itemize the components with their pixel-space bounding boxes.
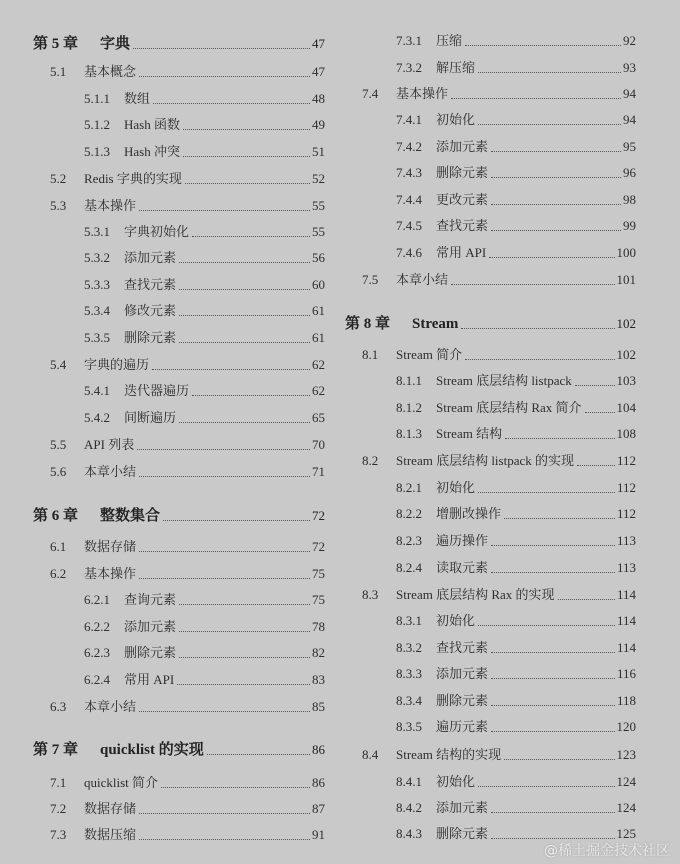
entry-number: 5.3.3 [84,277,110,292]
dot-leader [161,787,310,788]
entry-title: 整数集合 [100,508,161,524]
toc-entry-sub[interactable] [396,478,636,498]
toc-entry-sub[interactable] [84,670,325,690]
toc-entry-sub[interactable] [84,222,325,242]
entry-number: 5.3.4 [84,303,110,318]
dot-leader [585,412,615,413]
dot-leader [491,177,621,178]
entry-page: 116 [616,666,636,681]
toc-entry-sub[interactable] [396,558,636,578]
dot-leader [491,838,614,839]
dot-leader [179,422,310,423]
entry-page: 98 [623,192,636,207]
entry-page: 94 [623,112,636,127]
entry-page: 114 [616,640,636,655]
entry-title: 压缩 [436,33,463,48]
entry-page: 78 [312,619,325,634]
entry-title: 本章小结 [84,464,137,479]
dot-leader [192,236,310,237]
dot-leader [451,284,614,285]
entry-number: 6.2 [50,566,67,581]
entry-number: 7.4.3 [396,165,422,180]
entry-title: 添加元素 [124,619,177,634]
entry-number: 7.4.1 [396,112,422,127]
entry-page: 91 [312,827,325,842]
entry-number: 5.4.2 [84,410,110,425]
entry-title: 间断遍历 [124,410,177,425]
entry-title: 字典初始化 [124,224,190,239]
toc-entry-section[interactable] [50,355,325,375]
entry-title: 查询元素 [124,592,177,607]
dot-leader [505,438,614,439]
toc-entry-sub[interactable] [84,142,325,162]
toc-entry-section[interactable] [362,270,636,290]
toc-entry-sub[interactable] [396,798,636,818]
toc-entry-sub[interactable] [396,371,636,391]
dot-leader [491,204,621,205]
dot-leader [491,678,615,679]
toc-entry-sub[interactable] [396,664,636,684]
entry-page: 112 [616,480,636,495]
dot-leader [133,48,310,49]
entry-page: 62 [312,383,325,398]
dot-leader [139,210,310,211]
dot-leader [478,72,621,73]
toc-entry-section[interactable] [50,697,325,717]
toc-entry-sub[interactable] [84,275,325,295]
dot-leader [489,257,614,258]
toc-entry-chapter[interactable] [33,34,325,54]
dot-leader [137,449,310,450]
toc-entry-sub[interactable] [396,163,636,183]
entry-page: 48 [312,91,325,106]
toc-entry-sub[interactable] [84,617,325,637]
dot-leader [139,711,310,712]
dot-leader [207,754,310,755]
toc-entry-section[interactable] [50,196,325,216]
entry-page: 104 [616,400,636,415]
entry-page: 75 [312,566,325,581]
entry-title: 初始化 [436,613,476,628]
entry-number: 8.4.2 [396,800,422,815]
dot-leader [139,578,310,579]
entry-page: 61 [312,303,325,318]
entry-title: 添加元素 [124,250,177,265]
dot-leader [577,465,615,466]
entry-number: 6.2.1 [84,592,110,607]
dot-leader [465,45,621,46]
entry-title: 删除元素 [436,826,489,841]
dot-leader [179,631,310,632]
entry-title: 删除元素 [436,693,489,708]
entry-number: 8.2 [362,453,379,468]
dot-leader [575,385,615,386]
entry-page: 93 [623,60,636,75]
dot-leader [139,476,310,477]
toc-entry-sub[interactable] [84,248,325,268]
dot-leader [491,812,614,813]
entry-number: 7.5 [362,272,379,287]
entry-number: 6.2.4 [84,672,110,687]
entry-page: 82 [312,645,325,660]
toc-entry-sub[interactable] [84,115,325,135]
entry-number: 7.3.1 [396,33,422,48]
toc-entry-sub[interactable] [396,717,636,737]
toc-entry-section[interactable] [362,84,636,104]
entry-page: 47 [312,64,325,79]
toc-entry-section[interactable] [362,345,636,365]
toc-entry-sub[interactable] [396,772,636,792]
toc-entry-section[interactable] [50,564,325,584]
toc-entry-sub[interactable] [396,110,636,130]
toc-entry-section[interactable] [50,462,325,482]
entry-page: 101 [616,272,636,287]
entry-page: 56 [312,250,325,265]
entry-title: 字典的遍历 [84,357,150,372]
toc-entry-sub[interactable] [84,590,325,610]
entry-page: 123 [616,747,636,762]
entry-title: Hash 冲突 [124,144,180,159]
dot-leader [491,545,615,546]
entry-number: 7.3.2 [396,60,422,75]
entry-number: 5.1.3 [84,144,110,159]
entry-page: 71 [312,464,325,479]
entry-number: 7.2 [50,801,67,816]
entry-page: 61 [312,330,325,345]
entry-number: 8.2.2 [396,506,422,521]
entry-page: 70 [312,437,325,452]
entry-page: 114 [616,613,636,628]
entry-title: Hash 函数 [124,117,180,132]
entry-title: 数组 [124,91,151,106]
entry-page: 99 [623,218,636,233]
toc-entry-sub[interactable] [396,31,636,51]
entry-title: 删除元素 [436,165,489,180]
entry-title: Stream 简介 [396,347,463,362]
entry-number: 7.4.6 [396,245,422,260]
entry-number: 8.3.4 [396,693,422,708]
entry-number: 第 8 章 [345,316,391,332]
toc-entry-chapter[interactable] [33,740,325,760]
entry-number: 5.1.1 [84,91,110,106]
entry-number: 7.4.2 [396,139,422,154]
entry-page: 55 [312,224,325,239]
entry-page: 55 [312,198,325,213]
toc-entry-sub[interactable] [396,190,636,210]
entry-number: 8.2.1 [396,480,422,495]
entry-title: API 列表 [84,437,135,452]
entry-title: 添加元素 [436,800,489,815]
entry-number: 8.1 [362,347,379,362]
entry-title: Stream 底层结构 Rax 的实现 [396,587,555,602]
entry-page: 102 [616,316,636,331]
entry-number: 5.1 [50,64,67,79]
dot-leader [504,759,614,760]
entry-title: 添加元素 [436,139,489,154]
dot-leader [179,315,310,316]
entry-title: 查找元素 [124,277,177,292]
entry-page: 62 [312,357,325,372]
entry-number: 5.2 [50,171,67,186]
entry-page: 83 [312,672,325,687]
toc-entry-section[interactable] [50,825,325,845]
entry-title: 基本操作 [84,198,137,213]
entry-number: 8.4 [362,747,379,762]
entry-page: 124 [616,800,636,815]
dot-leader [192,395,310,396]
entry-page: 102 [616,347,636,362]
entry-number: 6.2.2 [84,619,110,634]
toc-entry-sub[interactable] [396,58,636,78]
entry-number: 8.1.1 [396,373,422,388]
entry-page: 125 [616,826,636,841]
entry-number: 8.2.4 [396,560,422,575]
dot-leader [183,156,310,157]
dot-leader [179,262,310,263]
entry-page: 92 [623,33,636,48]
entry-page: 72 [312,508,325,523]
entry-title: 删除元素 [124,645,177,660]
entry-page: 120 [616,719,636,734]
entry-number: 8.2.3 [396,533,422,548]
entry-title: 初始化 [436,480,476,495]
dot-leader [163,520,310,521]
entry-title: 添加元素 [436,666,489,681]
toc-entry-section[interactable] [362,585,636,605]
entry-number: 7.4.5 [396,218,422,233]
entry-number: 5.6 [50,464,67,479]
dot-leader [185,183,310,184]
dot-leader [478,492,615,493]
entry-number: 第 5 章 [33,36,79,52]
toc-entry-sub[interactable] [396,611,636,631]
dot-leader [491,705,615,706]
entry-page: 94 [623,86,636,101]
toc-entry-sub[interactable] [396,398,636,418]
entry-title: 基本操作 [396,86,449,101]
entry-page: 52 [312,171,325,186]
entry-number: 8.4.1 [396,774,422,789]
entry-title: 数据存储 [84,801,137,816]
entry-page: 112 [616,453,636,468]
toc-entry-chapter[interactable] [33,506,325,526]
toc-entry-sub[interactable] [396,424,636,444]
entry-page: 114 [616,587,636,602]
entry-number: 5.4 [50,357,67,372]
dot-leader [504,518,615,519]
entry-page: 113 [616,560,636,575]
entry-title: 基本操作 [84,566,137,581]
entry-title: Stream 底层结构 Rax 简介 [436,400,582,415]
entry-title: 字典 [100,36,131,52]
toc-entry-section[interactable] [50,435,325,455]
entry-page: 72 [312,539,325,554]
entry-title: quicklist 的实现 [100,742,204,758]
entry-page: 113 [616,533,636,548]
entry-page: 85 [312,699,325,714]
toc-entry-sub[interactable] [84,381,325,401]
entry-number: 7.4.4 [396,192,422,207]
toc-entry-sub[interactable] [396,137,636,157]
entry-number: 6.2.3 [84,645,110,660]
entry-title: 数据压缩 [84,827,137,842]
entry-number: 5.5 [50,437,67,452]
toc-entry-section[interactable] [50,169,325,189]
dot-leader [465,359,614,360]
toc-entry-section[interactable] [362,451,636,471]
entry-title: 遍历元素 [436,719,489,734]
entry-title: 解压缩 [436,60,476,75]
dot-leader [451,98,621,99]
entry-page: 96 [623,165,636,180]
entry-title: 查找元素 [436,218,489,233]
entry-page: 108 [616,426,636,441]
entry-title: Stream 结构的实现 [396,747,502,762]
dot-leader [179,657,310,658]
entry-number: 8.4.3 [396,826,422,841]
toc-entry-sub[interactable] [84,328,325,348]
entry-number: 5.1.2 [84,117,110,132]
dot-leader [139,813,310,814]
toc-entry-section[interactable] [50,799,325,819]
entry-number: 5.4.1 [84,383,110,398]
toc-entry-sub[interactable] [396,638,636,658]
entry-title: quicklist 简介 [84,775,159,790]
entry-number: 8.3.1 [396,613,422,628]
entry-number: 8.3.2 [396,640,422,655]
toc-entry-sub[interactable] [396,243,636,263]
entry-title: 数据存储 [84,539,137,554]
dot-leader [461,328,614,329]
entry-number: 5.3.2 [84,250,110,265]
entry-title: 迭代器遍历 [124,383,190,398]
dot-leader [491,652,615,653]
entry-number: 第 6 章 [33,508,79,524]
entry-page: 100 [616,245,636,260]
toc-entry-section[interactable] [50,62,325,82]
entry-number: 8.3.5 [396,719,422,734]
toc-entry-sub[interactable] [84,643,325,663]
entry-page: 65 [312,410,325,425]
entry-page: 87 [312,801,325,816]
dot-leader [478,786,614,787]
toc-entry-sub[interactable] [396,216,636,236]
entry-page: 60 [312,277,325,292]
entry-number: 第 7 章 [33,742,79,758]
dot-leader [558,599,615,600]
entry-number: 8.3.3 [396,666,422,681]
entry-page: 124 [616,774,636,789]
dot-leader [177,684,310,685]
entry-number: 8.1.2 [396,400,422,415]
entry-title: Stream 底层结构 listpack [436,373,572,388]
toc-entry-section[interactable] [362,745,636,765]
watermark: @稀土掘金技术社区 [544,843,670,859]
entry-page: 118 [616,693,636,708]
entry-number: 8.1.3 [396,426,422,441]
entry-number: 5.3 [50,198,67,213]
toc-entry-sub[interactable] [84,408,325,428]
entry-title: 常用 API [124,672,175,687]
dot-leader [139,551,310,552]
entry-page: 75 [312,592,325,607]
dot-leader [179,289,310,290]
entry-title: 本章小结 [396,272,449,287]
entry-number: 8.3 [362,587,379,602]
entry-number: 5.3.1 [84,224,110,239]
dot-leader [139,839,310,840]
dot-leader [183,129,310,130]
entry-title: Stream 底层结构 listpack 的实现 [396,453,575,468]
dot-leader [491,572,615,573]
entry-page: 49 [312,117,325,132]
toc-entry-sub[interactable] [396,691,636,711]
toc-entry-section[interactable] [50,773,325,793]
dot-leader [153,103,310,104]
entry-number: 5.3.5 [84,330,110,345]
entry-title: 删除元素 [124,330,177,345]
toc-entry-section[interactable] [50,537,325,557]
entry-number: 7.4 [362,86,379,101]
entry-page: 95 [623,139,636,154]
entry-title: 查找元素 [436,640,489,655]
dot-leader [152,369,310,370]
entry-title: 初始化 [436,774,476,789]
entry-number: 6.3 [50,699,67,714]
dot-leader [179,604,310,605]
entry-page: 51 [312,144,325,159]
toc-entry-sub[interactable] [396,504,636,524]
entry-title: 读取元素 [436,560,489,575]
entry-title: 本章小结 [84,699,137,714]
entry-title: 遍历操作 [436,533,489,548]
entry-title: 增删改操作 [436,506,502,521]
dot-leader [478,124,621,125]
entry-title: 修改元素 [124,303,177,318]
entry-page: 112 [616,506,636,521]
dot-leader [179,342,310,343]
dot-leader [491,731,614,732]
dot-leader [139,76,310,77]
entry-page: 103 [616,373,636,388]
entry-page: 47 [312,36,325,51]
entry-page: 86 [312,775,325,790]
entry-title: Stream 结构 [436,426,503,441]
entry-number: 7.3 [50,827,67,842]
entry-title: 常用 API [436,245,487,260]
toc-entry-sub[interactable] [396,531,636,551]
entry-title: Redis 字典的实现 [84,171,182,186]
dot-leader [491,151,621,152]
entry-number: 7.1 [50,775,67,790]
entry-title: Stream [412,316,459,332]
toc-entry-chapter[interactable] [345,314,636,334]
entry-page: 86 [312,742,325,757]
entry-title: 更改元素 [436,192,489,207]
toc-entry-sub[interactable] [84,301,325,321]
entry-number: 6.1 [50,539,67,554]
toc-entry-sub[interactable] [84,89,325,109]
dot-leader [491,230,621,231]
entry-title: 初始化 [436,112,476,127]
dot-leader [478,625,615,626]
entry-title: 基本概念 [84,64,137,79]
